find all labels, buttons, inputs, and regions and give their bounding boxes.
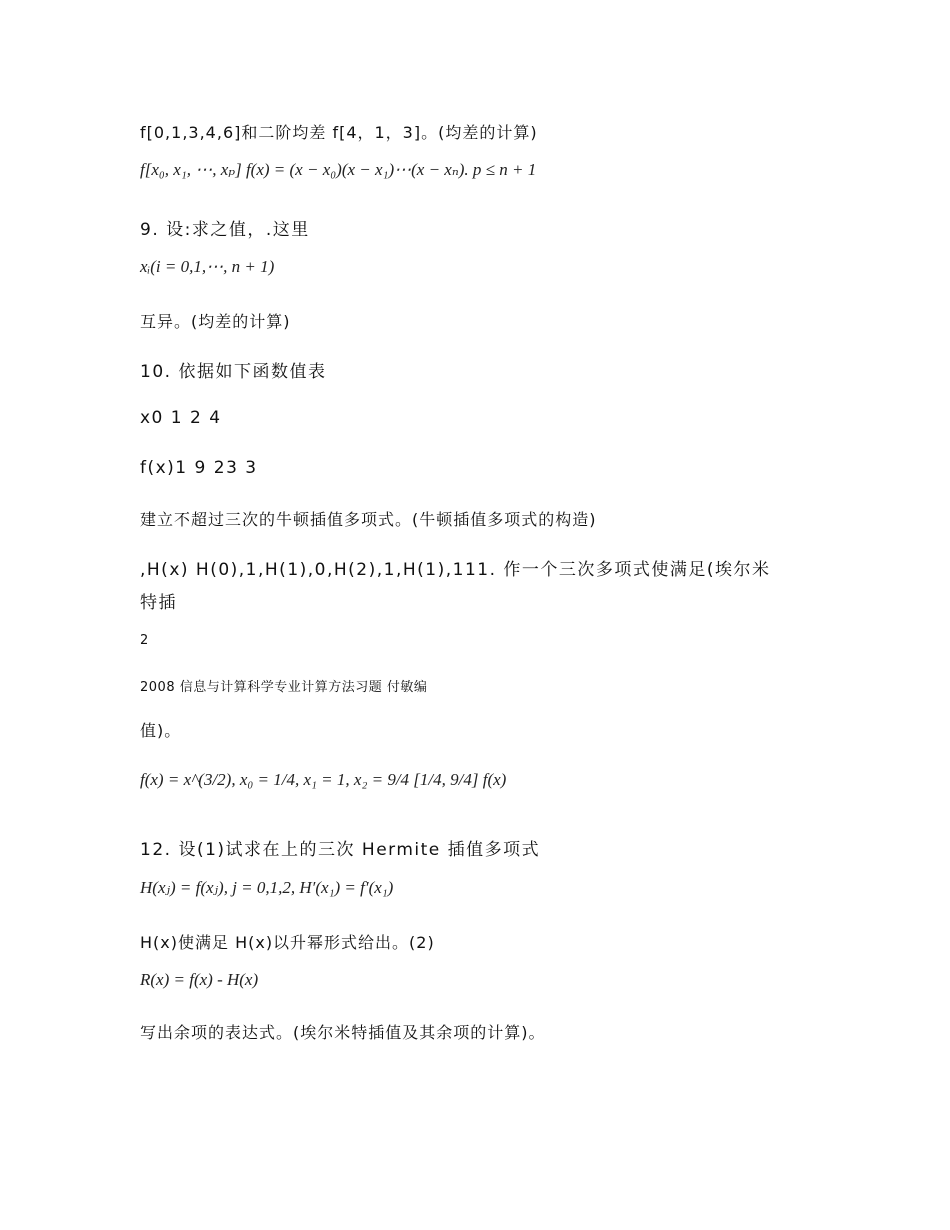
problem-10-heading: 10. 依据如下函数值表	[140, 362, 327, 382]
page-header: 2008 信息与计算科学专业计算方法习题 付敏编	[140, 680, 428, 695]
page-number: 2	[140, 633, 149, 648]
formula-text: f[x₀, x₁, ⋯, xₚ] f(x) = (x − x₀)(x − x₁)⋯(x − xₙ). p ≤ n + 1	[140, 160, 537, 179]
problem-11-continuation: 特插	[140, 593, 177, 613]
text-problem-11-end: 值)。	[140, 721, 182, 740]
formula-text: H(xⱼ) = f(xⱼ), j = 0,1,2, H′(x₁) = f′(x₁)	[140, 878, 394, 897]
formula-text: xᵢ(i = 0,1,⋯, n + 1)	[140, 257, 275, 276]
formula-remainder	[140, 970, 258, 990]
formula-text: R(x) = f(x) - H(x)	[140, 970, 259, 989]
text-remainder-expression: 写出余项的表达式。(埃尔米特插值及其余项的计算)。	[140, 1023, 546, 1042]
formula-text: f(x) = x^(3/2), x₀ = 1/4, x₁ = 1, x₂ = 9/4 [1/4, 9/4] f(x)	[140, 770, 507, 789]
text-distinct-nodes: 互异。(均差的计算)	[140, 312, 291, 331]
problem-12-heading: 12. 设(1)试求在上的三次 Hermite 插值多项式	[140, 840, 541, 860]
problem-9-heading: 9. 设:求之值，.这里	[140, 220, 310, 240]
text-line-divided-differences: f[0,1,3,4,6]和二阶均差 f[4，1，3]。(均差的计算)	[140, 123, 538, 142]
formula-hermite-function	[140, 770, 506, 790]
text-ascending-powers: H(x)使满足 H(x)以升幂形式给出。(2)	[140, 933, 435, 952]
formula-divided-difference-product	[140, 160, 536, 180]
formula-nodes	[140, 257, 274, 277]
text-newton-interpolation: 建立不超过三次的牛顿插值多项式。(牛顿插值多项式的构造)	[140, 510, 597, 529]
problem-11-heading: ,H(x) H(0),1,H(1),0,H(2),1,H(1),111. 作一个三次多项式使满足(埃尔米	[140, 560, 771, 580]
formula-hermite-conditions	[140, 878, 393, 898]
table-row-x: x0 1 2 4	[140, 408, 222, 428]
table-row-fx: f(x)1 9 23 3	[140, 458, 258, 478]
